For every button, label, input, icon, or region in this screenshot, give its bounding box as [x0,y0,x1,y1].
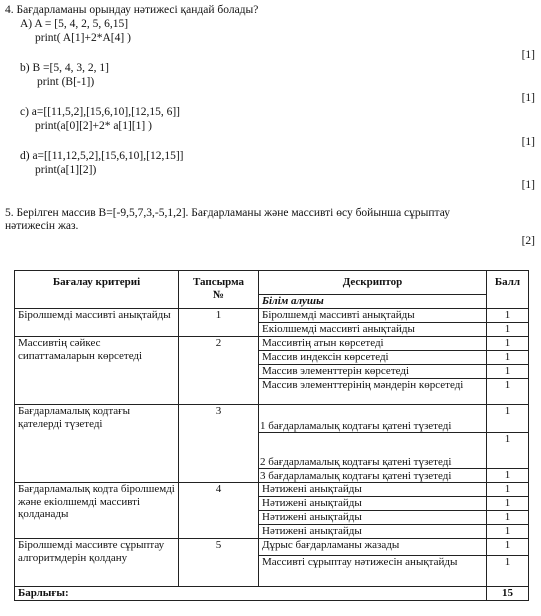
header-task [179,271,259,309]
score-cell: 1 [487,351,529,365]
question-4b-array: b) B =[5, 4, 3, 2, 1] [20,62,109,74]
descriptor-cell: Массив элементтерін көрсетеді [259,365,487,379]
score-cell: 1 [487,405,529,433]
task-number-cell: 2 [179,337,259,405]
descriptor-cell: 1 бағдарламалық кодтағы қатені түзетеді [259,405,487,433]
criterion-cell: Біролшемді массивті анықтайды [15,309,179,337]
question-4a-mark: [1] [521,49,535,61]
question-5-text-line1: 5. Берілген массив B=[-9,5,7,3,-5,1,2]. Бағдарламаны және массивті өсу бойынша сұрыптау [5,207,450,219]
score-cell: 1 [487,483,529,497]
descriptor-cell: Дұрыс бағдарламаны жазады [259,539,487,556]
descriptor-cell: 3 бағдарламалық кодтағы қатені түзетеді [259,469,487,483]
score-cell: 1 [487,323,529,337]
score-cell: 1 [487,511,529,525]
score-cell: 1 [487,337,529,351]
rubric-table [14,270,529,601]
rubric-row [15,539,529,556]
score-cell: 1 [487,379,529,405]
question-4c-print: print(a[0][2]+2* a[1][1] ) [35,120,152,132]
criterion-cell: Бағдарламалық кодта біролшемді және екіолшемді массивті қолданады [15,483,179,539]
question-4b-print: print (B[-1]) [37,76,95,88]
score-cell: 1 [487,433,529,469]
question-5-mark: [2] [521,235,535,247]
descriptor-cell: Массив индексін көрсетеді [259,351,487,365]
descriptor-cell: Массив элементтерінің мәндерін көрсетеді [259,379,487,405]
score-cell: 1 [487,309,529,323]
score-cell: 1 [487,525,529,539]
criterion-cell: Біролшемді массивте сұрыптау алгоритмдерін қолдану [15,539,179,587]
total-label: Барлығы: [15,587,487,601]
score-cell: 1 [487,365,529,379]
question-4a-array: A) A = [5, 4, 2, 5, 6,15] [20,18,129,30]
score-cell: 1 [487,539,529,556]
task-number-cell: 3 [179,405,259,483]
descriptor-cell: 2 бағдарламалық кодтағы қатені түзетеді [259,433,487,469]
header-score: Балл [487,271,529,309]
descriptor-cell: Біролшемді массивті анықтайды [259,309,487,323]
question-4a-print: print( A[1]+2*A[4] ) [35,32,131,44]
question-4b-mark: [1] [521,92,535,104]
question-4-heading: 4. Бағдарламаны орындау нәтижесі қандай болады? [5,4,259,16]
criterion-cell: Бағдарламалық кодтағы қателерді түзетеді [15,405,179,483]
task-number-cell: 4 [179,483,259,539]
score-cell: 1 [487,469,529,483]
question-4d-print: print(a[1][2]) [35,164,97,176]
header-learner: Білім алушы [259,295,487,309]
descriptor-cell: Массивті сұрыптау нәтижесін анықтайды [259,556,487,587]
descriptor-cell: Массивтің атын көрсетеді [259,337,487,351]
rubric-row [15,309,529,323]
question-5-text-line2: нәтижесін жаз. [5,220,79,232]
score-cell: 1 [487,497,529,511]
header-descriptor: Дескриптор [259,271,487,295]
rubric-row [15,337,529,351]
descriptor-cell: Нәтижені анықтайды [259,497,487,511]
header-criterion: Бағалау критериі [15,271,179,309]
total-row [15,587,529,601]
question-4c-mark: [1] [521,136,535,148]
descriptor-cell: Нәтижені анықтайды [259,511,487,525]
criterion-cell: Массивтің сәйкес сипаттамаларын көрсетеді [15,337,179,405]
header-task-line1: Тапсырма [192,276,245,288]
task-number-cell: 1 [179,309,259,337]
descriptor-cell: Нәтижені анықтайды [259,483,487,497]
question-4d-mark: [1] [521,179,535,191]
question-4d-array: d) a=[[11,12,5,2],[15,6,10],[12,15]] [20,150,184,162]
descriptor-cell: Нәтижені анықтайды [259,525,487,539]
descriptor-cell: Екіолшемді массивті анықтайды [259,323,487,337]
total-score: 15 [487,587,529,601]
rubric-header-row [15,271,529,295]
rubric-row [15,483,529,497]
score-cell: 1 [487,556,529,587]
header-task-line2: № [212,288,225,301]
task-number-cell: 5 [179,539,259,587]
question-4c-array: c) a=[[11,5,2],[15,6,10],[12,15, 6]] [20,106,180,118]
rubric-row [15,405,529,433]
